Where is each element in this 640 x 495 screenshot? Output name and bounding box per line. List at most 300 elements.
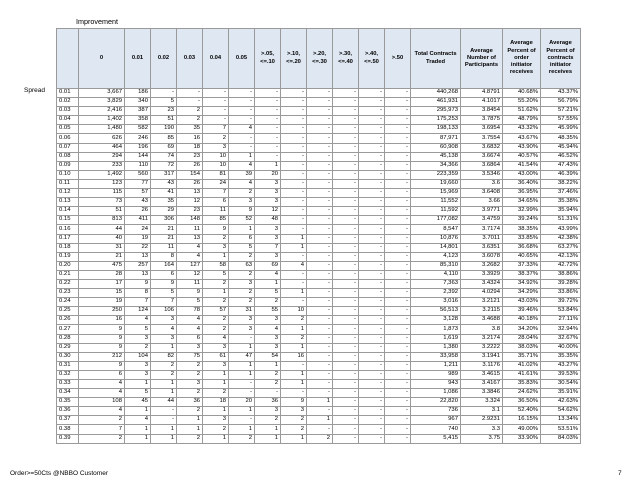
table-cell: 8 — [151, 252, 177, 261]
table-cell: 13 — [125, 270, 151, 279]
table-cell: 3.1 — [461, 407, 503, 416]
table-cell: - — [333, 352, 359, 361]
table-cell: 45.99% — [541, 125, 581, 134]
table-cell: - — [255, 389, 281, 398]
spread-value-cell: 0.31 — [57, 361, 79, 370]
improvement-spread-table — [56, 28, 581, 444]
table-cell: 34.20% — [503, 325, 541, 334]
table-cell: 2 — [177, 434, 203, 443]
table-cell: 55 — [255, 307, 281, 316]
table-cell: 3 — [255, 198, 281, 207]
table-cell: 4 — [281, 261, 307, 270]
table-cell: 10,876 — [411, 234, 461, 243]
table-cell: 40.68% — [503, 89, 541, 98]
table-cell: 2 — [281, 425, 307, 434]
table-cell: 1 — [307, 398, 333, 407]
table-cell: 3 — [203, 361, 229, 370]
table-cell: 626 — [79, 134, 125, 143]
table-cell: - — [333, 398, 359, 407]
table-cell: 3,128 — [411, 316, 461, 325]
table-cell: 3 — [177, 343, 203, 352]
table-cell: - — [333, 189, 359, 198]
table-cell: 164 — [151, 261, 177, 270]
table-cell: - — [359, 298, 385, 307]
page-number: 7 — [618, 470, 622, 477]
table-cell: 2 — [177, 107, 203, 116]
table-cell: - — [333, 370, 359, 379]
table-cell: 12 — [177, 270, 203, 279]
table-cell: - — [229, 116, 255, 125]
table-cell: 1 — [281, 434, 307, 443]
table-cell: - — [255, 89, 281, 98]
table-cell: 1 — [151, 343, 177, 352]
table-cell: 3 — [255, 343, 281, 352]
table-cell: - — [307, 198, 333, 207]
table-cell: 9 — [177, 289, 203, 298]
table-body — [57, 89, 581, 444]
table-cell: - — [307, 143, 333, 152]
table-cell: 2 — [203, 316, 229, 325]
table-cell: - — [307, 107, 333, 116]
column-header: Average Percent of contracts initiator receives — [541, 29, 581, 89]
table-cell: 250 — [79, 307, 125, 316]
table-cell: - — [229, 334, 255, 343]
table-cell: 82 — [151, 352, 177, 361]
table-cell: 3.7174 — [461, 225, 503, 234]
table-cell: 42.72% — [541, 261, 581, 270]
table-cell: 34,366 — [411, 161, 461, 170]
table-cell: 2 — [203, 279, 229, 288]
table-cell: - — [385, 416, 411, 425]
table-cell: 1 — [203, 289, 229, 298]
table-cell: 17 — [79, 279, 125, 288]
table-cell: - — [359, 398, 385, 407]
table-cell: 6 — [151, 270, 177, 279]
table-cell: 1 — [229, 152, 255, 161]
table-cell: 6 — [79, 370, 125, 379]
table-cell: 3 — [229, 198, 255, 207]
table-cell: 2 — [177, 389, 203, 398]
footer-note: Order>=50Cts @NBBO Customer — [10, 470, 108, 477]
table-cell: 3 — [255, 316, 281, 325]
table-cell: 31 — [79, 243, 125, 252]
table-cell: 39.28% — [541, 279, 581, 288]
table-cell: 36.95% — [503, 189, 541, 198]
spread-value-cell: 0.18 — [57, 243, 79, 252]
table-cell: 9 — [79, 325, 125, 334]
table-cell: - — [359, 198, 385, 207]
table-cell: 51 — [79, 207, 125, 216]
table-cell: 35.35% — [541, 352, 581, 361]
table-cell: - — [359, 89, 385, 98]
table-cell: 36.50% — [503, 398, 541, 407]
table-cell: 73 — [79, 198, 125, 207]
table-cell: - — [359, 261, 385, 270]
table-cell: 257 — [125, 261, 151, 270]
table-row — [57, 216, 581, 225]
table-cell: - — [385, 343, 411, 352]
table-cell: 8 — [125, 289, 151, 298]
spread-value-cell: 0.12 — [57, 189, 79, 198]
table-cell: - — [281, 252, 307, 261]
table-cell: - — [385, 216, 411, 225]
table-cell: - — [307, 89, 333, 98]
table-cell: 40 — [79, 234, 125, 243]
table-cell: - — [307, 334, 333, 343]
table-cell: 1 — [255, 279, 281, 288]
table-cell: 33.86% — [541, 289, 581, 298]
table-cell: 295,973 — [411, 107, 461, 116]
table-cell: 3.5346 — [461, 170, 503, 179]
table-cell: 11,592 — [411, 207, 461, 216]
table-cell: 78 — [177, 307, 203, 316]
table-cell: 49.00% — [503, 425, 541, 434]
table-cell: 36 — [255, 398, 281, 407]
table-cell: 2 — [79, 416, 125, 425]
table-cell: 39.53% — [541, 370, 581, 379]
table-cell: - — [385, 198, 411, 207]
table-cell: 27.11% — [541, 316, 581, 325]
table-cell: 11 — [177, 279, 203, 288]
table-cell: - — [385, 279, 411, 288]
table-cell: - — [333, 89, 359, 98]
table-cell: - — [333, 216, 359, 225]
table-cell: 77 — [125, 179, 151, 188]
table-cell: 63 — [229, 261, 255, 270]
spread-value-cell: 0.39 — [57, 434, 79, 443]
table-cell: 15 — [79, 289, 125, 298]
table-cell: 24 — [125, 225, 151, 234]
table-cell: - — [333, 316, 359, 325]
table-cell: - — [255, 107, 281, 116]
table-cell: 43 — [125, 198, 151, 207]
table-cell: 3 — [255, 234, 281, 243]
table-cell: - — [359, 389, 385, 398]
table-cell: 1 — [125, 407, 151, 416]
table-cell: 26 — [177, 179, 203, 188]
table-cell: - — [151, 407, 177, 416]
table-cell: 7 — [203, 125, 229, 134]
improvement-group-label: Improvement — [76, 17, 118, 26]
table-cell: - — [333, 343, 359, 352]
table-cell: - — [333, 261, 359, 270]
table-cell: 31 — [229, 307, 255, 316]
table-cell: 1,380 — [411, 343, 461, 352]
table-row — [57, 416, 581, 425]
table-cell: 212 — [79, 352, 125, 361]
table-row — [57, 243, 581, 252]
table-cell: 35.71% — [503, 352, 541, 361]
table-cell: - — [307, 261, 333, 270]
table-cell: - — [333, 425, 359, 434]
table-cell: 45 — [125, 398, 151, 407]
table-cell: 11,552 — [411, 198, 461, 207]
table-cell: 9 — [229, 207, 255, 216]
table-cell: - — [333, 252, 359, 261]
table-cell: - — [203, 89, 229, 98]
table-cell: - — [307, 270, 333, 279]
table-cell: 989 — [411, 370, 461, 379]
table-cell: - — [333, 107, 359, 116]
table-cell: - — [307, 207, 333, 216]
table-cell: - — [307, 289, 333, 298]
table-cell: - — [281, 270, 307, 279]
table-cell: - — [177, 89, 203, 98]
table-cell: 3.75 — [461, 434, 503, 443]
table-cell: - — [359, 352, 385, 361]
table-cell: 12 — [255, 207, 281, 216]
table-cell: - — [333, 98, 359, 107]
table-cell: 41 — [151, 189, 177, 198]
column-header: Average Percent of order initiator receives — [503, 29, 541, 89]
table-cell: 3 — [255, 252, 281, 261]
table-row — [57, 125, 581, 134]
table-cell: - — [307, 352, 333, 361]
table-cell: 37.46% — [541, 189, 581, 198]
table-row — [57, 179, 581, 188]
spread-value-cell: 0.06 — [57, 134, 79, 143]
table-cell: 177,082 — [411, 216, 461, 225]
table-cell: 24.62% — [503, 389, 541, 398]
table-cell: 2 — [203, 134, 229, 143]
table-cell: 43.37% — [541, 89, 581, 98]
spread-value-cell: 0.15 — [57, 216, 79, 225]
table-row — [57, 134, 581, 143]
table-cell: 4 — [79, 407, 125, 416]
table-cell: 1 — [281, 325, 307, 334]
table-cell: 2 — [229, 189, 255, 198]
table-cell: 56.79% — [541, 98, 581, 107]
table-cell: 2 — [229, 434, 255, 443]
table-cell: 34.29% — [503, 289, 541, 298]
table-cell: 7 — [125, 298, 151, 307]
table-cell: 2,392 — [411, 289, 461, 298]
table-cell: 18 — [203, 398, 229, 407]
table-cell: 42.13% — [541, 252, 581, 261]
table-cell: 2 — [281, 416, 307, 425]
table-cell: 475 — [79, 261, 125, 270]
table-cell: 23 — [177, 152, 203, 161]
table-cell: - — [307, 343, 333, 352]
table-cell: - — [333, 380, 359, 389]
table-cell: - — [359, 289, 385, 298]
table-cell: - — [307, 425, 333, 434]
table-cell: 38.22% — [541, 179, 581, 188]
table-cell: 4 — [151, 325, 177, 334]
table-cell: 5 — [203, 270, 229, 279]
table-cell: 16 — [79, 316, 125, 325]
table-cell: - — [385, 389, 411, 398]
table-cell: 2 — [203, 234, 229, 243]
table-cell: 3.6864 — [461, 161, 503, 170]
table-cell: 9 — [79, 334, 125, 343]
table-cell: 1 — [307, 416, 333, 425]
table-cell: 5 — [177, 298, 203, 307]
column-header: 0.02 — [151, 29, 177, 89]
table-cell: 5 — [125, 325, 151, 334]
table-cell: 4 — [177, 325, 203, 334]
table-cell: 1 — [203, 407, 229, 416]
table-cell: - — [385, 252, 411, 261]
table-cell: 943 — [411, 380, 461, 389]
table-cell: 54 — [255, 352, 281, 361]
table-cell: 4 — [229, 179, 255, 188]
table-cell: 43.00% — [503, 170, 541, 179]
table-cell: - — [359, 325, 385, 334]
table-cell: 2 — [151, 361, 177, 370]
table-cell: 2 — [125, 343, 151, 352]
table-row — [57, 289, 581, 298]
table-cell: 196 — [125, 143, 151, 152]
table-cell: - — [307, 189, 333, 198]
spread-value-cell: 0.33 — [57, 380, 79, 389]
table-cell: 3.6408 — [461, 189, 503, 198]
table-cell: 72 — [151, 161, 177, 170]
table-cell: 39.24% — [503, 216, 541, 225]
table-cell: 47 — [229, 352, 255, 361]
table-cell: - — [229, 89, 255, 98]
table-cell: 306 — [151, 216, 177, 225]
table-cell: 4 — [255, 270, 281, 279]
table-cell: - — [307, 98, 333, 107]
table-row — [57, 107, 581, 116]
table-row — [57, 170, 581, 179]
table-cell: - — [281, 143, 307, 152]
table-cell: - — [385, 298, 411, 307]
table-cell: 233 — [79, 161, 125, 170]
table-cell: 38.03% — [503, 343, 541, 352]
table-cell: 55.20% — [503, 98, 541, 107]
table-cell: 57.21% — [541, 107, 581, 116]
table-cell: - — [281, 198, 307, 207]
table-cell: - — [385, 161, 411, 170]
table-cell: 3.3929 — [461, 270, 503, 279]
table-cell: - — [307, 161, 333, 170]
table-cell: 41.61% — [503, 370, 541, 379]
table-cell: - — [385, 270, 411, 279]
table-cell: - — [359, 125, 385, 134]
table-cell: 1 — [229, 361, 255, 370]
table-cell: - — [385, 398, 411, 407]
table-cell: 1 — [229, 370, 255, 379]
table-cell: - — [281, 161, 307, 170]
table-cell: 36 — [177, 398, 203, 407]
spread-value-cell: 0.26 — [57, 316, 79, 325]
table-cell: 9 — [79, 343, 125, 352]
table-cell: - — [333, 198, 359, 207]
table-cell: 387 — [125, 107, 151, 116]
spread-value-cell: 0.29 — [57, 343, 79, 352]
table-cell: 19,660 — [411, 179, 461, 188]
table-cell: 42.38% — [541, 234, 581, 243]
table-cell: - — [307, 179, 333, 188]
table-row — [57, 252, 581, 261]
spread-value-cell: 0.34 — [57, 389, 79, 398]
table-row — [57, 270, 581, 279]
table-cell: 1,492 — [79, 170, 125, 179]
table-cell: - — [281, 170, 307, 179]
table-cell: - — [385, 352, 411, 361]
table-cell: 2 — [203, 389, 229, 398]
table-cell: 2 — [307, 434, 333, 443]
table-cell: 21 — [79, 252, 125, 261]
table-cell: 154 — [177, 170, 203, 179]
table-cell: 57 — [125, 189, 151, 198]
table-cell: 33,958 — [411, 352, 461, 361]
table-cell: 16 — [177, 134, 203, 143]
spread-value-cell: 0.38 — [57, 425, 79, 434]
table-cell: 45,138 — [411, 152, 461, 161]
table-cell: 108 — [79, 398, 125, 407]
table-cell: 32.99% — [503, 207, 541, 216]
table-cell: 26 — [177, 161, 203, 170]
table-cell: 3 — [255, 225, 281, 234]
table-row — [57, 316, 581, 325]
table-cell: 1 — [151, 389, 177, 398]
table-cell: 3,829 — [79, 98, 125, 107]
table-cell: - — [281, 152, 307, 161]
column-header: >.05, <=.10 — [255, 29, 281, 89]
table-row — [57, 189, 581, 198]
table-row — [57, 370, 581, 379]
table-cell: 2 — [177, 370, 203, 379]
table-cell: 1,086 — [411, 389, 461, 398]
column-header: >.10, <=.20 — [281, 29, 307, 89]
table-cell: 2 — [281, 316, 307, 325]
table-cell: 3.6954 — [461, 125, 503, 134]
table-cell: 2 — [203, 325, 229, 334]
table-cell: 3.8 — [461, 325, 503, 334]
table-cell: 24 — [203, 179, 229, 188]
table-cell: 10 — [203, 161, 229, 170]
table-cell: - — [281, 189, 307, 198]
table-cell: 85,310 — [411, 261, 461, 270]
table-cell: 7 — [203, 189, 229, 198]
table-cell: 48.35% — [541, 134, 581, 143]
table-cell: 223,359 — [411, 170, 461, 179]
table-cell: 3 — [255, 334, 281, 343]
table-cell: 36.68% — [503, 243, 541, 252]
table-cell: 69 — [255, 261, 281, 270]
table-cell: - — [385, 107, 411, 116]
table-cell: 813 — [79, 216, 125, 225]
table-cell: - — [255, 125, 281, 134]
spread-value-cell: 0.20 — [57, 261, 79, 270]
table-cell: 461,931 — [411, 98, 461, 107]
table-row — [57, 225, 581, 234]
table-cell: 23 — [151, 107, 177, 116]
table-cell: 30.54% — [541, 380, 581, 389]
table-cell: - — [229, 380, 255, 389]
table-cell: 11 — [151, 243, 177, 252]
table-cell: 3.4688 — [461, 316, 503, 325]
spread-value-cell: 0.17 — [57, 234, 79, 243]
table-cell: 5,415 — [411, 434, 461, 443]
table-cell: 36.40% — [503, 179, 541, 188]
table-cell: 2.9231 — [461, 416, 503, 425]
table-cell: 58 — [203, 261, 229, 270]
spread-value-cell: 0.32 — [57, 370, 79, 379]
table-cell: - — [359, 243, 385, 252]
table-cell: - — [359, 189, 385, 198]
spread-value-cell: 0.36 — [57, 407, 79, 416]
table-cell: - — [385, 170, 411, 179]
table-cell: - — [333, 170, 359, 179]
table-cell: - — [385, 179, 411, 188]
table-cell: 3 — [125, 334, 151, 343]
header-corner-cell — [57, 29, 79, 89]
table-cell: 35 — [151, 198, 177, 207]
